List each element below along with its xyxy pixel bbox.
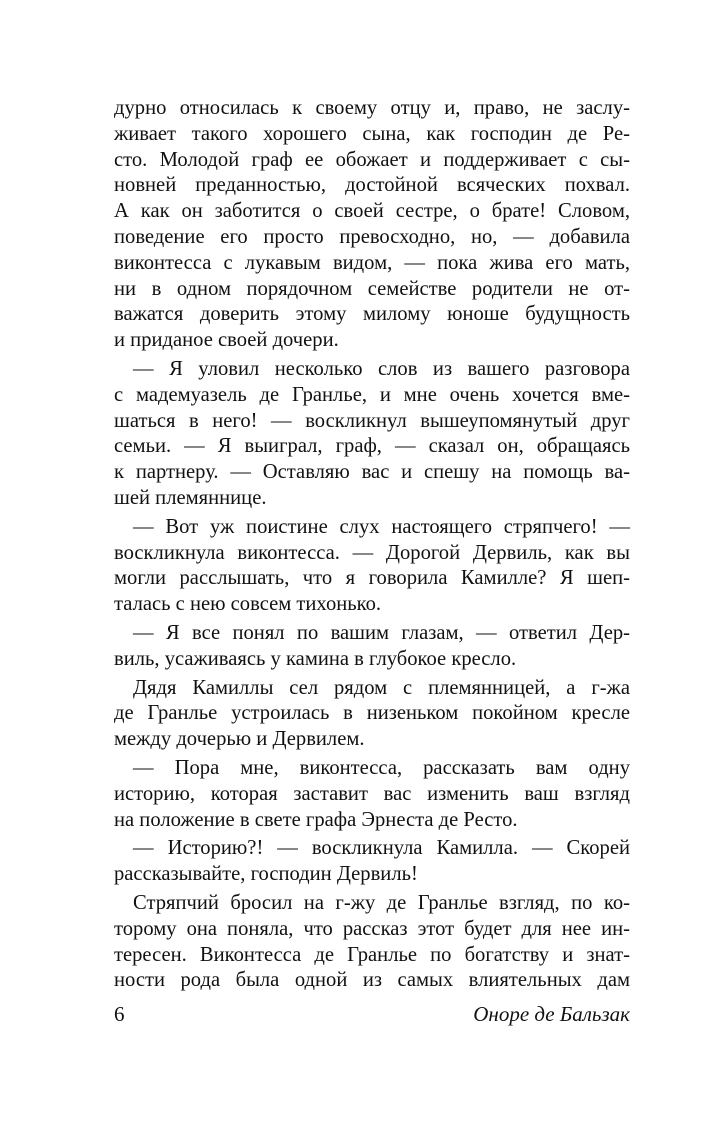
- paragraph: [114, 891, 630, 994]
- text-line: семьи. — Я выиграл, граф, — сказал он, обращаясь: [114, 435, 630, 458]
- paragraph: [114, 96, 630, 354]
- text-line: живает такого хорошего сына, как господин де Ре-: [114, 122, 630, 145]
- text-line: между дочерью и Дервилем.: [114, 728, 365, 751]
- text-line: ности рода была одной из самых влиятельных дам: [114, 969, 630, 992]
- text-line: сто. Молодой граф ее обожает и поддерживает с сы-: [114, 148, 630, 171]
- text-line: де Гранлье устроилась в низеньком покойном кресле: [114, 702, 630, 725]
- paragraph: [114, 515, 630, 618]
- paragraph: [114, 756, 630, 833]
- text-line: А как он заботится о своей сестре, о брате! Словом,: [114, 200, 630, 223]
- text-line: Дядя Камиллы сел рядом с племянницей, а г-жа: [133, 676, 630, 699]
- text-line: воскликнула виконтесса. — Дорогой Дервиль, как вы: [114, 541, 630, 564]
- text-line: талась с нею совсем тихонько.: [114, 593, 382, 616]
- text-line: с мадемуазель де Гранлье, и мне очень хочется вме-: [114, 383, 630, 406]
- text-line: на положение в свете графа Эрнеста де Ресто.: [114, 808, 518, 831]
- text-line: торому она поняла, что рассказ этот будет для нее ин-: [114, 917, 630, 940]
- text-line: и приданое своей дочери.: [114, 329, 339, 352]
- text-line: — Я уловил несколько слов из вашего разговора: [133, 357, 630, 380]
- text-line: виль, усаживаясь у камина в глубокое кресло.: [114, 647, 517, 670]
- text-line: новней преданностью, достойной всяческих похвал.: [114, 174, 630, 197]
- text-line: — Я все понял по вашим глазам, — ответил Дер-: [133, 621, 630, 644]
- text-line: шаться в него! — воскликнул вышеупомянутый друг: [114, 409, 630, 432]
- text-line: — Историю?! — воскликнула Камилла. — Скорей: [133, 837, 630, 860]
- text-line: могли расслышать, что я говорила Камилле? Я шеп-: [114, 567, 630, 590]
- paragraph: [114, 836, 630, 888]
- text-line: к партнеру. — Оставляю вас и спешу на помощь ва-: [114, 461, 630, 484]
- text-line: рассказывайте, господин Дервиль!: [114, 863, 418, 886]
- text-line: Стряпчий бросил на г-жу де Гранлье взгляд, по ко-: [133, 891, 630, 914]
- running-title: Оноре де Бальзак: [473, 1002, 630, 1026]
- text-line: поведение его просто превосходно, но, — добавила: [114, 225, 630, 248]
- text-line: историю, которая заставит вас изменить ваш взгляд: [114, 782, 630, 805]
- paragraph: [114, 621, 630, 673]
- paragraph: [114, 357, 630, 512]
- page-number: 6: [114, 1002, 125, 1026]
- body-text: [114, 96, 630, 994]
- text-line: важатся доверить этому милому юноше будущность: [114, 303, 630, 326]
- text-line: ни в одном порядочном семействе родители не от-: [114, 277, 630, 300]
- text-line: виконтесса с лукавым видом, — пока жива его мать,: [114, 251, 630, 274]
- text-line: тересен. Виконтесса де Гранлье по богатству и знат-: [114, 943, 630, 966]
- text-line: — Вот уж поистине слух настоящего стряпчего! —: [133, 515, 630, 538]
- text-line: — Пора мне, виконтесса, рассказать вам одну: [133, 756, 630, 779]
- text-line: дурно относилась к своему отцу и, право, не заслу-: [114, 97, 630, 119]
- page-footer: [114, 1002, 630, 1032]
- paragraph: [114, 676, 630, 753]
- text-line: шей племяннице.: [114, 486, 267, 509]
